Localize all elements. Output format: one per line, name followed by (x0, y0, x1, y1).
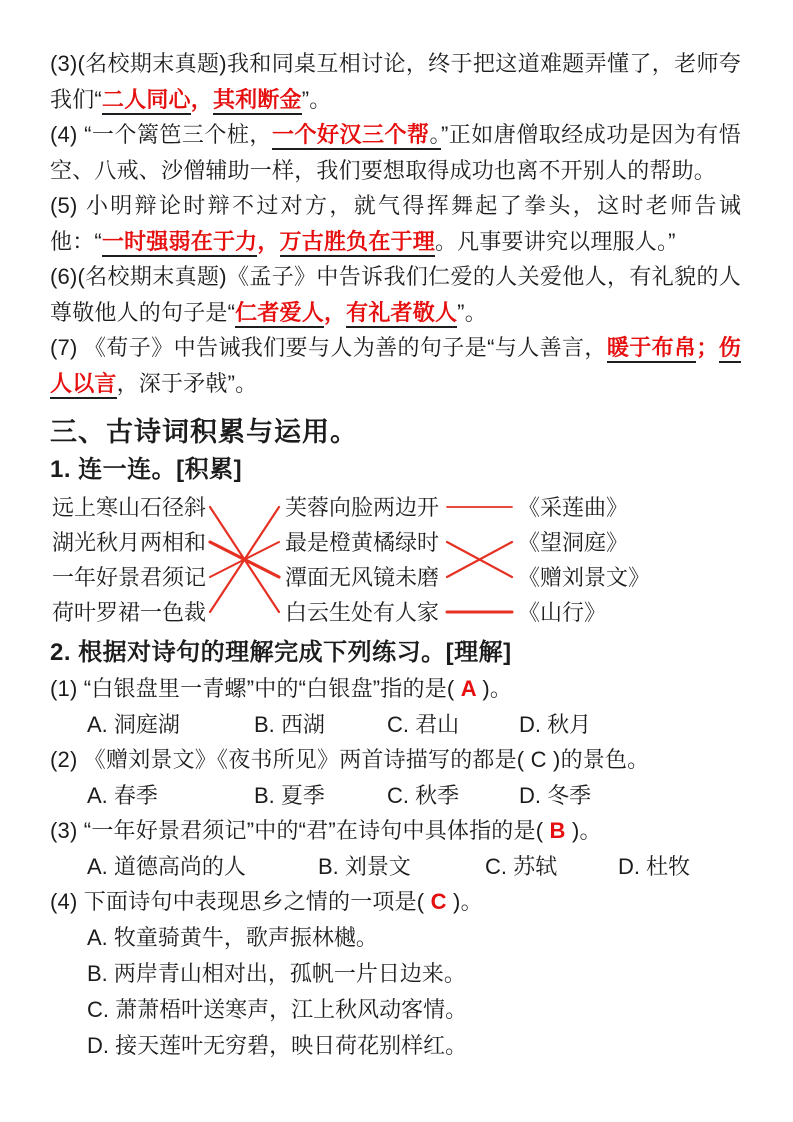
question-1-options (50, 707, 741, 743)
question-4-options (50, 920, 741, 1064)
poem-line: 芙蓉向脸两边开 (285, 495, 440, 520)
connection-line (447, 542, 512, 577)
poem-line: 湖光秋月两相和 (52, 530, 207, 555)
option-label: C. 君山 (387, 711, 460, 737)
text-run: B (543, 818, 572, 843)
text-run: ， (257, 228, 280, 254)
paragraph-5 (50, 188, 741, 259)
exercise1-title: 1. 连一连。[积累] (50, 456, 243, 483)
option-label: A. 洞庭湖 (87, 711, 180, 737)
option-label: A. 春季 (87, 782, 158, 808)
poem-line: 白云生处有人家 (285, 600, 440, 625)
question-3-stem (50, 813, 741, 849)
question-2-options (50, 778, 741, 814)
answer-blank-text: 伤人以言 (50, 335, 741, 399)
text-run: A (454, 676, 483, 701)
paragraph-3 (50, 46, 741, 117)
answer-blank-text: 二人同心 (102, 87, 191, 115)
answer-blank-text: 其利断金 (213, 87, 302, 115)
text-run: ，深于矛戟”。 (116, 370, 258, 396)
paragraph-4 (50, 117, 741, 188)
option-label: A. 牧童骑黄牛，歌声振林樾。 (87, 924, 378, 950)
paragraph-6 (50, 259, 741, 330)
matching-exercise (50, 490, 741, 630)
poem-title: 《山行》 (518, 600, 607, 625)
option-label: D. 杜牧 (618, 853, 691, 879)
answer-blank-text: 暖于布帛 (607, 335, 697, 363)
text-run: ， (323, 299, 347, 325)
text-run: (5) 小明辩论时辩不过对方，就气得挥舞起了拳头，这时老师告诫他：“ (50, 193, 741, 254)
text-run: 。凡事要讲究以理服人。” (434, 228, 676, 254)
text-run: (7) 《荀子》中告诫我们要与人为善的句子是“与人善言， (50, 335, 607, 360)
option-label: D. 冬季 (519, 782, 592, 808)
poem-line: 潭面无风镜未磨 (285, 565, 440, 590)
text-run: (1) “白银盘里一青螺”中的“白银盘”指的是( (50, 676, 455, 701)
poem-title: 《赠刘景文》 (518, 565, 651, 590)
poem-lines-middle-column (285, 490, 439, 630)
exercise2-title: 2. 根据对诗句的理解完成下列练习。[理解] (50, 639, 512, 666)
text-run: ”。 (457, 299, 487, 325)
poem-line: 最是橙黄橘绿时 (285, 530, 440, 555)
text-run: (4) 下面诗句中表现思乡之情的一项是( (50, 889, 425, 914)
text-run: (4) “一个篱笆三个桩， (50, 122, 272, 147)
question-4 (50, 884, 741, 1064)
question-4-stem (50, 884, 741, 920)
fill-in-blank-section (50, 46, 741, 401)
text-run: (3)(名校期末真题)我和同桌互相讨论，终于把这道难题弄懂了，老师夸我们“ (50, 51, 741, 112)
text-run: (3) “一年好景君须记”中的“君”在诗句中具体指的是( (50, 818, 544, 843)
poem-line: 一年好景君须记 (52, 565, 207, 590)
option-label: C. 萧萧梧叶送寒声，江上秋风动客情。 (87, 996, 468, 1022)
option-label: B. 两岸青山相对出，孤帆一片日边来。 (87, 960, 466, 986)
connection-line (210, 542, 279, 577)
option-label: B. 西湖 (254, 711, 325, 737)
connection-line (210, 507, 279, 612)
question-1-stem (50, 671, 741, 707)
poem-titles-column (518, 490, 650, 630)
text-run: )。 (453, 889, 483, 914)
option-label: B. 刘景文 (318, 853, 411, 879)
poem-title: 《采莲曲》 (518, 495, 629, 520)
connection-line (210, 542, 279, 577)
poem-line: 荷叶罗裙一色裁 (52, 600, 207, 625)
connection-line (210, 507, 279, 612)
question-3 (50, 813, 741, 884)
poem-title: 《望洞庭》 (518, 530, 629, 555)
option-label: D. 接天莲叶无穷碧，映日荷花别样红。 (87, 1032, 468, 1058)
text-run: (2) 《赠刘景文》《夜书所见》两首诗描写的都是( C )的景色。 (50, 747, 650, 772)
text-run: )。 (482, 676, 513, 701)
question-2 (50, 742, 741, 813)
answer-blank-text: 万古胜负在于理 (280, 229, 435, 257)
text-run: ”。 (301, 86, 332, 112)
question-3-options (50, 849, 741, 885)
question-1 (50, 671, 741, 742)
text-run: C (424, 889, 454, 914)
answer-blank-text: 仁者爱人 (235, 300, 324, 328)
answer-blank-text: 一时强弱在于力 (102, 229, 257, 257)
poem-line: 远上寒山石径斜 (52, 495, 207, 520)
text-run: )。 (571, 818, 602, 843)
option-label: C. 苏轼 (485, 853, 558, 879)
poem-lines-left-column (52, 490, 206, 630)
option-label: A. 道德高尚的人 (87, 853, 246, 879)
section3-heading: 三、古诗词积累与运用。 (50, 417, 358, 447)
text-run: (6)(名校期末真题)《孟子》中告诉我们仁爱的人关爱他人，有礼貌的人尊敬他人的句子是“ (50, 264, 741, 325)
option-label: D. 秋月 (519, 711, 592, 737)
connection-line (447, 542, 512, 577)
answer-blank-text: 一个好汉三个帮 (272, 122, 430, 150)
text-run: ， (190, 86, 213, 112)
question-2-stem (50, 742, 741, 778)
text-run: ； (696, 335, 719, 360)
answer-blank-text: 有礼者敬人 (346, 300, 457, 328)
text-run: ”正如唐僧取经成功是因为有悟空、八戒、沙僧辅助一样，我们要想取得成功也离不开别人的帮助。 (50, 122, 742, 183)
option-label: B. 夏季 (254, 782, 325, 808)
paragraph-7 (50, 330, 741, 401)
option-label: C. 秋季 (387, 782, 460, 808)
answer-blank-text: 。 (429, 122, 441, 150)
